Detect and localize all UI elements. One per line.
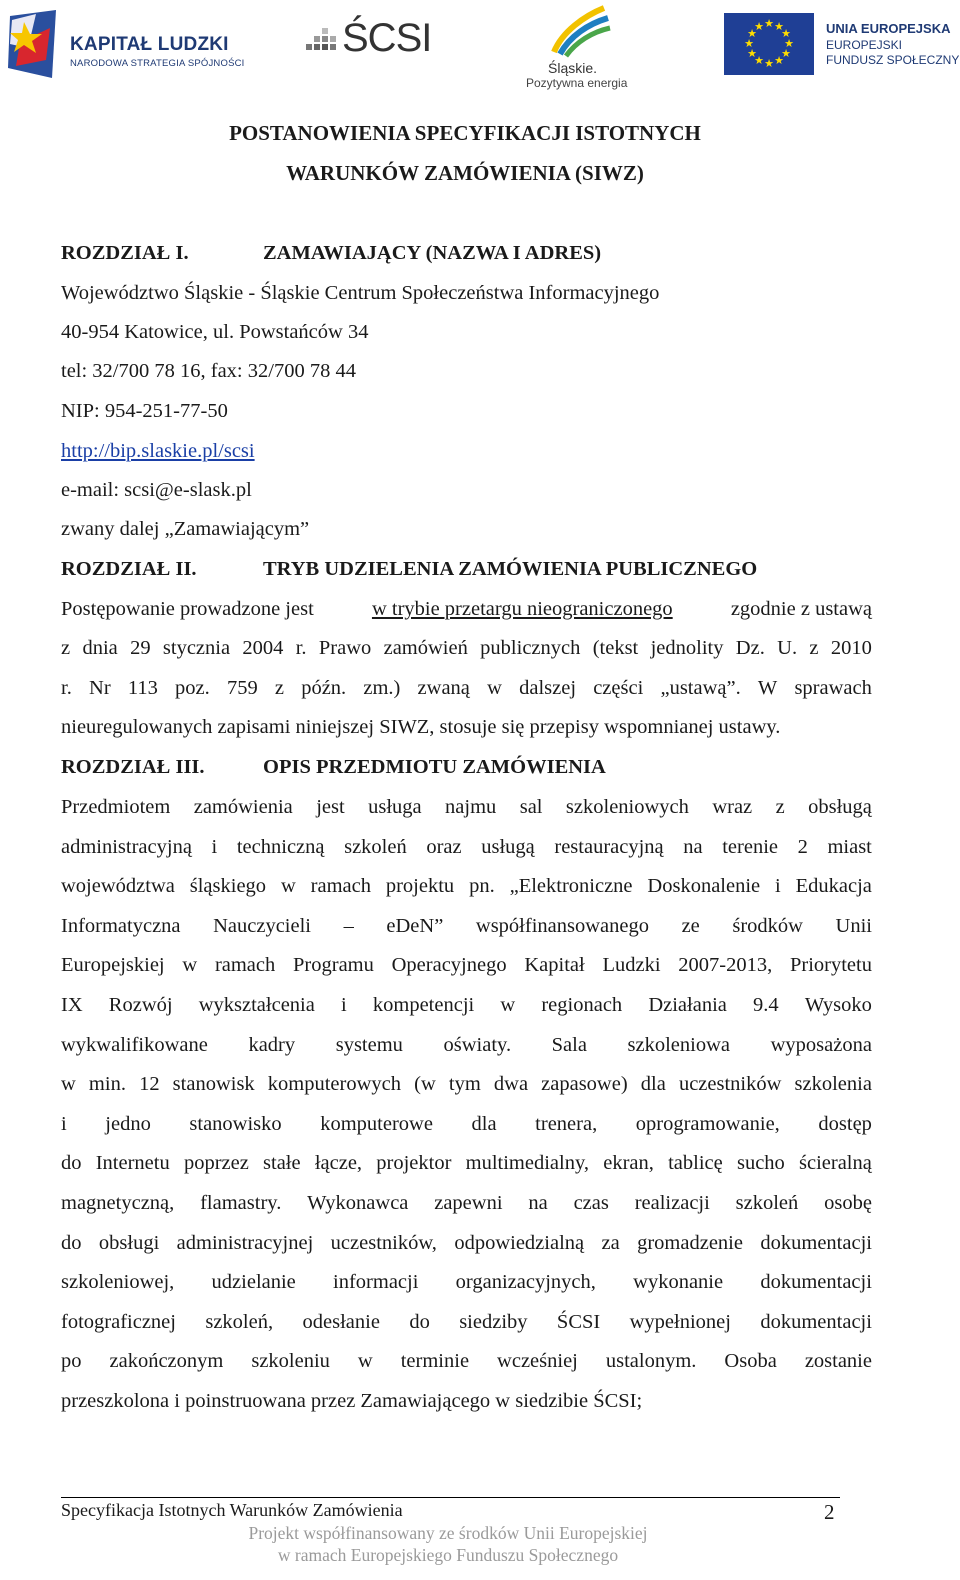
word: techniczną — [236, 836, 325, 858]
svg-text:★: ★ — [781, 47, 791, 60]
word: na — [528, 1192, 548, 1214]
eu-fund-line2: FUNDUSZ SPOŁECZNY — [826, 53, 960, 67]
svg-text:★: ★ — [754, 54, 764, 67]
logo-header — [0, 0, 960, 100]
chapter-2-heading: ROZDZIAŁ II. — [61, 558, 197, 580]
word: w — [280, 875, 296, 897]
word: z — [809, 637, 819, 659]
word: po — [61, 1350, 82, 1372]
word: czas — [573, 1192, 609, 1214]
word: „ustawą”. — [660, 677, 741, 699]
word: i — [61, 1113, 67, 1135]
chapter-2-line — [61, 675, 872, 701]
chapter-3-line: przeszkolona i poinstruowana przez Zamawiającego w siedzibie ŚCSI; — [61, 1390, 643, 1412]
svg-text:★: ★ — [774, 20, 784, 33]
word: dla — [640, 1073, 666, 1095]
eu-name: UNIA EUROPEJSKA — [826, 21, 951, 36]
word: informacji — [333, 1271, 419, 1293]
word: r. — [295, 637, 307, 659]
word: miast — [827, 836, 872, 858]
word: stanowisko — [189, 1113, 282, 1135]
word: Działania — [648, 994, 727, 1016]
word: Kapitał — [524, 954, 585, 976]
word: 2004 — [242, 637, 284, 659]
word: części — [593, 677, 644, 699]
eu-flag-icon — [724, 13, 814, 75]
word: dwa — [493, 1073, 529, 1095]
word: tablicę — [668, 1152, 723, 1174]
word: szkoleniowej, — [61, 1271, 175, 1293]
word: systemu — [335, 1034, 403, 1056]
chapter-2-title: TRYB UDZIELENIA ZAMÓWIENIA PUBLICZNEGO — [263, 558, 758, 580]
word: wykonanie — [633, 1271, 724, 1293]
word: dla — [471, 1113, 497, 1135]
chapter-3-line — [61, 1309, 872, 1335]
word: IX — [61, 994, 83, 1016]
svg-text:★: ★ — [764, 17, 774, 30]
word: województwa — [61, 875, 175, 897]
word: w — [487, 677, 502, 699]
contracting-authority-name: Województwo Śląskie - Śląskie Centrum Społeczeństwa Informacyjnego — [61, 282, 660, 304]
word: do — [61, 1152, 82, 1174]
word: z — [775, 796, 785, 818]
word: wypełnionej — [629, 1311, 731, 1333]
word: – — [343, 915, 354, 937]
chapter-3-heading: ROZDZIAŁ III. — [61, 756, 205, 778]
word: w — [182, 954, 198, 976]
word: i — [341, 994, 347, 1016]
word: uczestników — [678, 1073, 782, 1095]
word: ekran, — [603, 1152, 654, 1174]
slaskie-logo — [520, 2, 640, 94]
word: jedno — [105, 1113, 151, 1135]
word: szkolenia — [794, 1073, 872, 1095]
chapter-3-line — [61, 794, 872, 820]
word: multimedialny, — [465, 1152, 590, 1174]
chapter-3-line — [61, 913, 872, 939]
word: Nauczycieli — [213, 915, 311, 937]
word: 2007-2013, — [678, 954, 773, 976]
word: dalszej — [519, 677, 577, 699]
svg-text:★: ★ — [784, 37, 794, 50]
word: zapewni — [434, 1192, 503, 1214]
word: jest — [316, 796, 345, 818]
word: sal — [519, 796, 543, 818]
word: wyposażona — [770, 1034, 872, 1056]
word: do — [409, 1311, 430, 1333]
word: wraz — [712, 796, 753, 818]
word: ścieralną — [799, 1152, 872, 1174]
word: pn. — [469, 875, 495, 897]
word: Wykonawca — [307, 1192, 409, 1214]
word: Programu — [293, 954, 374, 976]
kapital-ludzki-logo — [6, 8, 256, 80]
word: Nr — [89, 677, 111, 699]
document-title-line1: POSTANOWIENIA SPECYFIKACJI ISTOTNYCH — [229, 121, 701, 145]
word: z — [61, 637, 71, 659]
word: za — [601, 1232, 620, 1254]
word: komputerowe — [320, 1113, 433, 1135]
chapter-3-line — [61, 1348, 872, 1374]
word: Operacyjnego — [391, 954, 507, 976]
word: stałe — [263, 1152, 301, 1174]
word: Wysoko — [804, 994, 872, 1016]
slaskie-wordmark: Śląskie. — [548, 60, 598, 76]
word: Osoba — [724, 1350, 777, 1372]
word: Prawo — [318, 637, 372, 659]
word: „Elektroniczne — [509, 875, 633, 897]
word: szkoleniowych — [565, 796, 689, 818]
word: min. — [88, 1073, 126, 1095]
word: administracyjnej — [176, 1232, 314, 1254]
word: z — [274, 677, 284, 699]
word: tym — [448, 1073, 481, 1095]
chapter-2-line: nieuregulowanych zapisami niniejszej SIWZ, stosuje się przepisy wspomnianej ustawy. — [61, 716, 781, 738]
word: zwaną — [417, 677, 470, 699]
word: odpowiedzialną — [454, 1232, 585, 1254]
word: organizacyjnych, — [455, 1271, 596, 1293]
procedure-mode-underlined: w trybie przetargu nieograniczonego — [371, 598, 673, 620]
word: wykształcenia — [198, 994, 315, 1016]
chapter-3-title: OPIS PRZEDMIOTU ZAMÓWIENIA — [263, 756, 606, 778]
word: śląskiego — [189, 875, 267, 897]
word: usługa — [368, 796, 422, 818]
word: stycznia — [162, 637, 231, 659]
word: ramach — [214, 954, 276, 976]
chapter-3-line — [61, 1071, 872, 1097]
chapter-3-line — [61, 1111, 872, 1137]
word: i — [775, 875, 781, 897]
word: projektu — [385, 875, 455, 897]
svg-text:★: ★ — [744, 37, 754, 50]
chapter-3-line — [61, 873, 872, 899]
page-number: 2 — [824, 1500, 835, 1524]
word: zakończonym — [109, 1350, 224, 1372]
word: w — [357, 1350, 373, 1372]
word: 113 — [127, 677, 158, 699]
footer-rule — [61, 1497, 840, 1498]
word: poprzez — [183, 1152, 249, 1174]
svg-text:★: ★ — [754, 20, 764, 33]
word: eDeN” — [386, 915, 444, 937]
word: 9.4 — [753, 994, 779, 1016]
word: r. — [61, 677, 72, 699]
word: kadry — [248, 1034, 296, 1056]
word: W — [757, 677, 778, 699]
word: w — [61, 1073, 76, 1095]
eu-fund-line1: EUROPEJSKI — [826, 38, 903, 52]
word: szkoleniu — [251, 1350, 330, 1372]
word: i — [211, 836, 218, 858]
word: (w — [414, 1073, 436, 1095]
word: regionach — [541, 994, 623, 1016]
word: ŚCSI — [556, 1311, 601, 1333]
chapter-2-line — [61, 635, 872, 661]
word: udzielanie — [211, 1271, 296, 1293]
word: wcześniej — [497, 1350, 578, 1372]
word: Informatyczna — [61, 915, 181, 937]
word: szkoleń — [344, 836, 407, 858]
word: zamówienia — [193, 796, 293, 818]
chapter-3-line — [61, 1269, 872, 1295]
contracting-authority-email: e-mail: scsi@e-slask.pl — [61, 479, 252, 501]
word: flamastry. — [200, 1192, 282, 1214]
contracting-authority-alias: zwany dalej „Zamawiającym” — [61, 518, 310, 540]
scsi-logo — [306, 16, 446, 66]
contracting-authority-nip: NIP: 954-251-77-50 — [61, 400, 228, 422]
word: zostanie — [804, 1350, 872, 1372]
word: dokumentacji — [760, 1311, 872, 1333]
word: Przedmiotem — [61, 796, 171, 818]
chapter-3-line — [61, 1032, 872, 1058]
word: dokumentacji — [760, 1271, 872, 1293]
word: w — [500, 994, 516, 1016]
chapter-1-title: ZAMAWIAJĄCY (NAZWA I ADRES) — [263, 242, 602, 264]
footer-funding-note-line2: w ramach Europejskiego Funduszu Społecznego — [277, 1545, 619, 1565]
word: poz. — [175, 677, 210, 699]
svg-text:★: ★ — [747, 27, 757, 40]
word: obsługi — [98, 1232, 160, 1254]
chapter-3-line — [61, 1150, 872, 1176]
word: szkoleniowa — [627, 1034, 731, 1056]
document-title-line2: WARUNKÓW ZAMÓWIENIA (SIWZ) — [286, 161, 644, 185]
word: projektor — [376, 1152, 452, 1174]
chapter-2-line — [61, 596, 872, 622]
word: administracyjną — [61, 836, 192, 858]
word: Unii — [835, 915, 872, 937]
word: (tekst — [592, 637, 639, 659]
word: magnetyczną, — [61, 1192, 175, 1214]
word: zm.) — [363, 677, 401, 699]
word: na — [683, 836, 703, 858]
word: realizacji — [634, 1192, 710, 1214]
word: Priorytetu — [789, 954, 872, 976]
slaskie-swoosh-icon — [544, 2, 614, 58]
word: obsługą — [808, 796, 872, 818]
word: komputerowych — [267, 1073, 402, 1095]
kapital-ludzki-emblem-icon — [6, 8, 62, 80]
word: do — [61, 1232, 82, 1254]
chapter-3-line — [61, 834, 872, 860]
word: 2 — [797, 836, 808, 858]
word: łącze, — [314, 1152, 363, 1174]
word: Europejskiej — [61, 954, 165, 976]
chapter-3-line — [61, 952, 872, 978]
word: najmu — [445, 796, 497, 818]
chapter-3-line — [61, 1190, 872, 1216]
chapter-3-line — [61, 992, 872, 1018]
word: oświaty. — [443, 1034, 512, 1056]
svg-text:★: ★ — [747, 47, 757, 60]
footer-document-title: Specyfikacja Istotnych Warunków Zamówienia — [61, 1500, 403, 1520]
word: 2010 — [830, 637, 872, 659]
word: siedziby — [459, 1311, 528, 1333]
word: Edukacja — [795, 875, 872, 897]
scsi-grid-icon — [306, 28, 340, 58]
eu-logo — [724, 13, 960, 77]
word: późn. — [301, 677, 347, 699]
word: oraz — [426, 836, 462, 858]
scsi-wordmark: ŚCSI — [342, 16, 432, 60]
word: Dz. — [735, 637, 765, 659]
word: terminie — [400, 1350, 470, 1372]
word: ramach — [310, 875, 371, 897]
chapter-3-line — [61, 1230, 872, 1256]
word: trenera, — [535, 1113, 598, 1135]
word: zapasowe) — [541, 1073, 628, 1095]
word: dostęp — [818, 1113, 872, 1135]
procedure-text-pre: Postępowanie prowadzone jest — [61, 598, 314, 620]
chapter-1-heading: ROZDZIAŁ I. — [61, 242, 189, 264]
word: Sala — [551, 1034, 587, 1056]
word: restauracyjną — [554, 836, 664, 858]
svg-text:★: ★ — [774, 54, 784, 67]
word: Rozwój — [108, 994, 173, 1016]
word: szkoleń — [735, 1192, 799, 1214]
slaskie-tagline: Pozytywna energia — [526, 76, 628, 90]
word: osobę — [824, 1192, 872, 1214]
word: jednolity — [650, 637, 724, 659]
word: środków — [732, 915, 803, 937]
word: fotograficznej — [61, 1311, 176, 1333]
word: 29 — [130, 637, 151, 659]
word: uczestników, — [330, 1232, 437, 1254]
word: publicznych — [480, 637, 581, 659]
contracting-authority-address: 40-954 Katowice, ul. Powstańców 34 — [61, 321, 369, 343]
procedure-text-post: zgodnie z ustawą — [730, 598, 872, 620]
word: stanowisk — [172, 1073, 255, 1095]
word: Internetu — [95, 1152, 170, 1174]
word: dokumentacji — [760, 1232, 872, 1254]
svg-text:★: ★ — [764, 57, 774, 70]
word: Doskonalenie — [647, 875, 761, 897]
word: kompetencji — [372, 994, 475, 1016]
kapital-ludzki-wordmark: KAPITAŁ LUDZKI — [70, 34, 229, 55]
word: ustalonym. — [605, 1350, 697, 1372]
word: Ludzki — [602, 954, 661, 976]
footer-funding-note-line1: Projekt współfinansowany ze środków Unii Europejskiej — [248, 1523, 648, 1543]
word: odesłanie — [302, 1311, 380, 1333]
kapital-ludzki-tagline: NARODOWA STRATEGIA SPÓJNOŚCI — [70, 58, 245, 69]
word: sprawach — [794, 677, 872, 699]
word: 12 — [139, 1073, 160, 1095]
svg-text:★: ★ — [781, 27, 791, 40]
word: U. — [777, 637, 798, 659]
word: oprogramowanie, — [635, 1113, 780, 1135]
bip-link[interactable]: http://bip.slaskie.pl/scsi — [61, 440, 255, 462]
word: szkoleń, — [205, 1311, 274, 1333]
word: terenie — [722, 836, 778, 858]
word: 759 — [226, 677, 258, 699]
word: wykwalifikowane — [61, 1034, 208, 1056]
word: dnia — [82, 637, 118, 659]
word: usługą — [481, 836, 535, 858]
word: ze — [681, 915, 700, 937]
word: gromadzenie — [637, 1232, 743, 1254]
contracting-authority-phone: tel: 32/700 78 16, fax: 32/700 78 44 — [61, 360, 356, 382]
word: zamówień — [383, 637, 468, 659]
word: współfinansowanego — [475, 915, 649, 937]
word: sucho — [736, 1152, 785, 1174]
